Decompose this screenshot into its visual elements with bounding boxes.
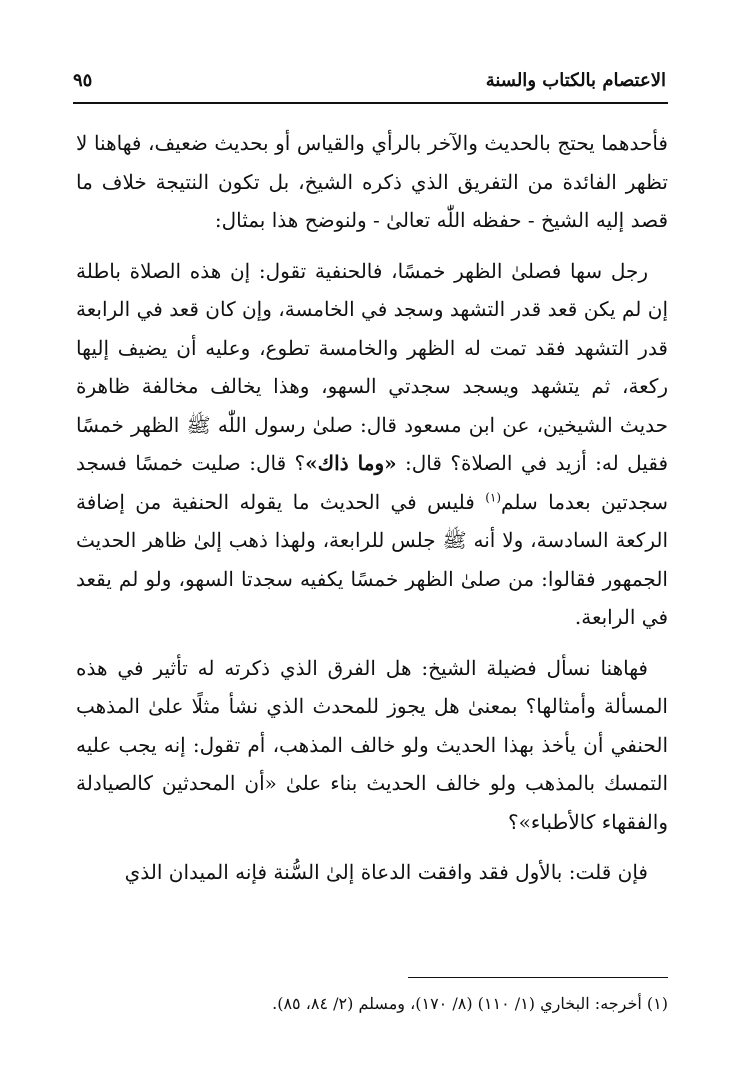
page-header bbox=[73, 58, 666, 102]
paragraph-2-part-2: ؟ قال: صليت خمسًا فسجد سجدتين بعدما سلم bbox=[76, 451, 669, 514]
page-number: ٩٥ bbox=[73, 69, 93, 91]
hadith-quote: «وما ذاك» bbox=[305, 451, 397, 475]
footnote-rule bbox=[408, 977, 668, 978]
header-rule bbox=[73, 102, 668, 104]
paragraph-1: فأحدهما يحتج بالحديث والآخر بالرأي والقياس أو بحديث ضعيف، فهاهنا لا تظهر الفائدة من التفريق الذي ذكره الشيخ، بل تكون النتيجة خلاف ما قصد إليه الشيخ - حفظه اللّٰه تعالىٰ - ولنوضح هذا بمثال: bbox=[76, 131, 668, 232]
page-body bbox=[76, 124, 668, 892]
paragraph-4: فإن قلت: بالأول فقد وافقت الدعاة إلىٰ السُّنة فإنه الميدان الذي bbox=[124, 860, 648, 884]
paragraph-2-part-3: فليس في الحديث ما يقوله الحنفية من إضافة الركعة السادسة، ولا أنه ﷺ جلس للرابعة، ولهذا ذهب إلىٰ ظاهر الحديث الجمهور فقالوا: من صلىٰ الظهر خمسًا يكفيه سجدتا السهو، ولو لم يقعد في الرابعة. bbox=[76, 489, 668, 629]
paragraph-3: فهاهنا نسأل فضيلة الشيخ: هل الفرق الذي ذكرته له تأثير في هذه المسألة وأمثالها؟ بمعنىٰ هل يجوز للمحدث الذي نشأ مثلًا علىٰ المذهب الحنفي أن يأخذ بهذا الحديث ولو خالف المذهب، أم تقول: إنه يجب عليه التمسك بالمذهب ولو خالف الحديث بناء علىٰ «أن المحدثين كالصيادلة والفقهاء كالأطباء»؟ bbox=[76, 655, 668, 834]
header-title: الاعتصام بالكتاب والسنة bbox=[485, 69, 666, 91]
paragraph-2-part-1: رجل سها فصلىٰ الظهر خمسًا، فالحنفية تقول: إن هذه الصلاة باطلة إن لم يكن قعد قدر التشهد وسجد في الخامسة، وإن كان قعد في الرابعة قدر التشهد فقد تمت له الظهر والخامسة تطوع، وعليه أن يضيف إليها ركعة، ثم يتشهد ويسجد سجدتي السهو، وهذا يخالف مخالفة ظاهرة حديث الشيخين، عن ابن مسعود قال: صلىٰ رسول اللّٰه ﷺ الظهر خمسًا فقيل له: أزيد في الصلاة؟ قال: bbox=[76, 258, 669, 475]
footnote: (١) أخرجه: البخاري (١/ ١١٠) (٨/ ١٧٠)، ومسلم (٢/ ٨٤، ٨٥). bbox=[272, 994, 668, 1013]
paragraph-gap bbox=[76, 240, 668, 252]
paragraph-gap bbox=[76, 841, 668, 853]
footnote-reference[interactable]: (١) bbox=[485, 489, 502, 504]
paragraph-gap bbox=[76, 637, 668, 649]
paragraph-2 bbox=[76, 252, 668, 637]
